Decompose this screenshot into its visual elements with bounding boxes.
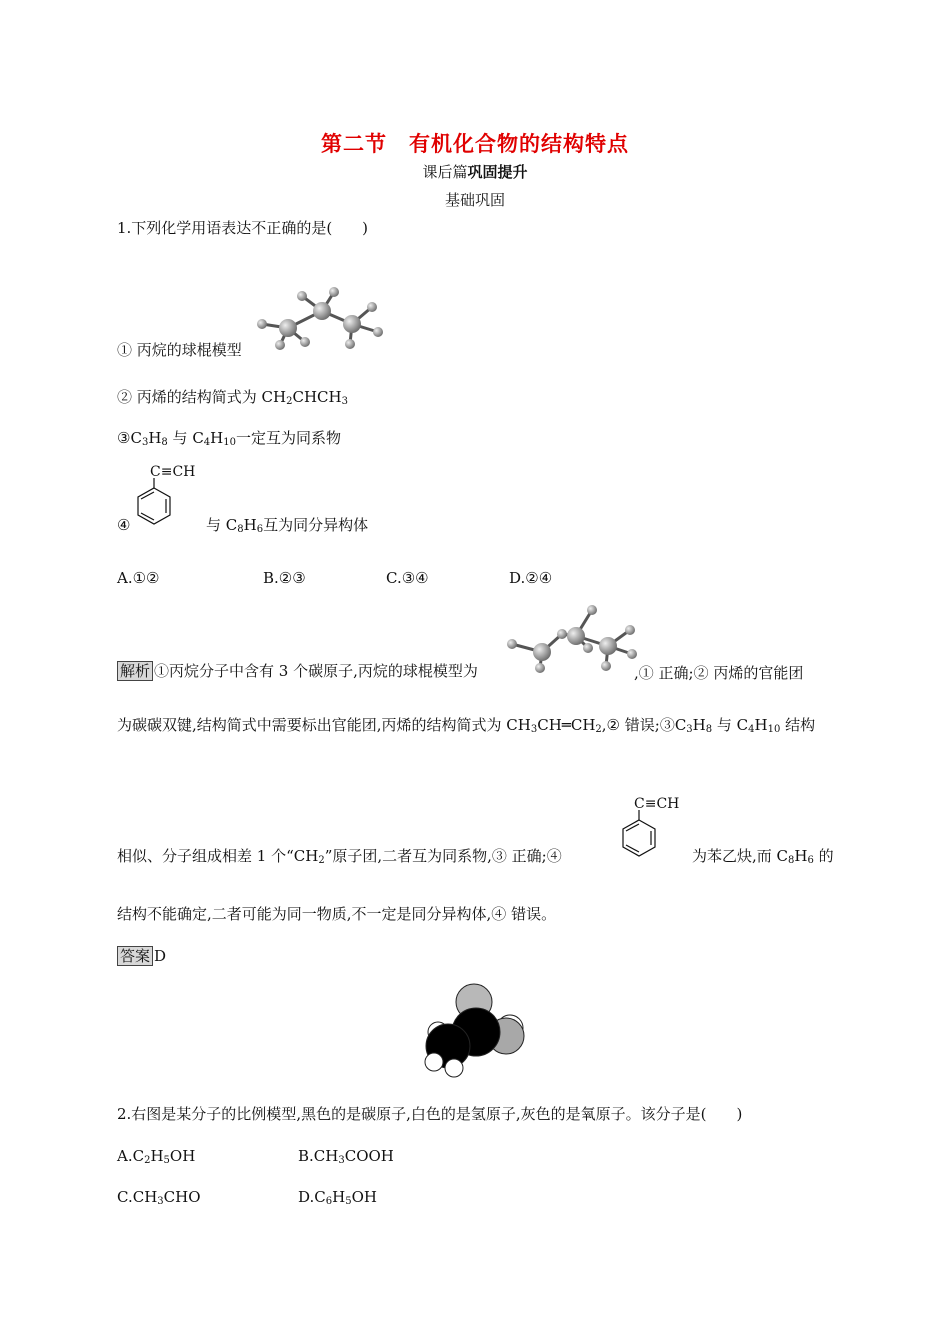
subtitle [0,161,950,182]
answer-tag: 答案 [117,946,153,966]
q1-choice-b: B.②③ [263,569,306,587]
subtitle-prefix: 课后篇 [422,163,468,181]
section-label: 基础巩固 [444,191,505,209]
q2-stem: 2.右图是某分子的比例模型,黑色的是碳原子,白色的是氢原子,灰色的是氧原子。该分子是( ) [117,1105,743,1123]
analysis-line-2: 为碳碳双键,结构简式中需要标出官能团,丙烯的结构简式为 $CH_3CH═CH_2,②$ 错误$;③C_3H_8$ 与 $C_4H_{10}$ 结构 [117,716,816,735]
phenylacetylene-structure-analysis [617,810,663,862]
answer-value: D [154,947,167,965]
space-filling-model [418,980,532,1078]
phenylacetylene-structure [132,478,178,530]
q1-option-1: ① 丙烷的球棍模型 [117,341,242,359]
analysis-line-1a: 解析 ①丙烷分子中含有 3 个碳原子,丙烷的球棍模型为 [117,661,478,681]
alkyne-group-label-1: C≡CH [150,464,196,480]
q1-option-4-text: 与 $C_8H_6$互为同分异构体 [206,516,369,535]
alkyne-group-label-2: C≡CH [634,796,680,812]
q1-option-4-number: ④ [117,516,131,534]
q1-choice-c: C.③④ [386,569,429,587]
q2-choice-b: $B.CH_3COOH$ [298,1147,394,1166]
q1-option-3: $③C_3H_8$ 与 $C_4H_{10}$一定互为同系物 [117,429,342,448]
analysis-line-3a: 相似、分子组成相差 1 个“$CH_2$”原子团,二者互为同系物,③ 正确;④ [117,847,562,866]
q1-stem: 1.下列化学用语表达不正确的是( ) [117,219,369,237]
q2-choice-d: $D.C_6H_5OH$ [298,1188,377,1207]
subtitle-bold: 巩固提升 [467,163,528,181]
q1-choice-d: D.②④ [509,569,553,587]
analysis-line-3b: 为苯乙炔,而 $C_8H_6$ 的 [692,847,834,866]
q1-option-2: ② 丙烯的结构简式为 $CH_2CHCH_3$ [117,388,348,407]
analysis-line-4: 结构不能确定,二者可能为同一物质,不一定是同分异构体,④ 错误。 [117,905,557,923]
page-title: 第二节 有机化合物的结构特点 [321,131,629,156]
analysis-tag: 解析 [117,661,153,681]
q2-choice-a: $A.C_2H_5OH$ [117,1147,196,1166]
propane-ball-stick-model [250,288,390,353]
answer-line [117,946,166,966]
propane-ball-stick-model-analysis [506,604,640,672]
q2-choice-c: $C.CH_3CHO$ [117,1188,201,1207]
q1-choice-a: A.①② [117,569,160,587]
analysis-line-1b: ,① 正确;② 丙烯的官能团 [634,664,804,682]
